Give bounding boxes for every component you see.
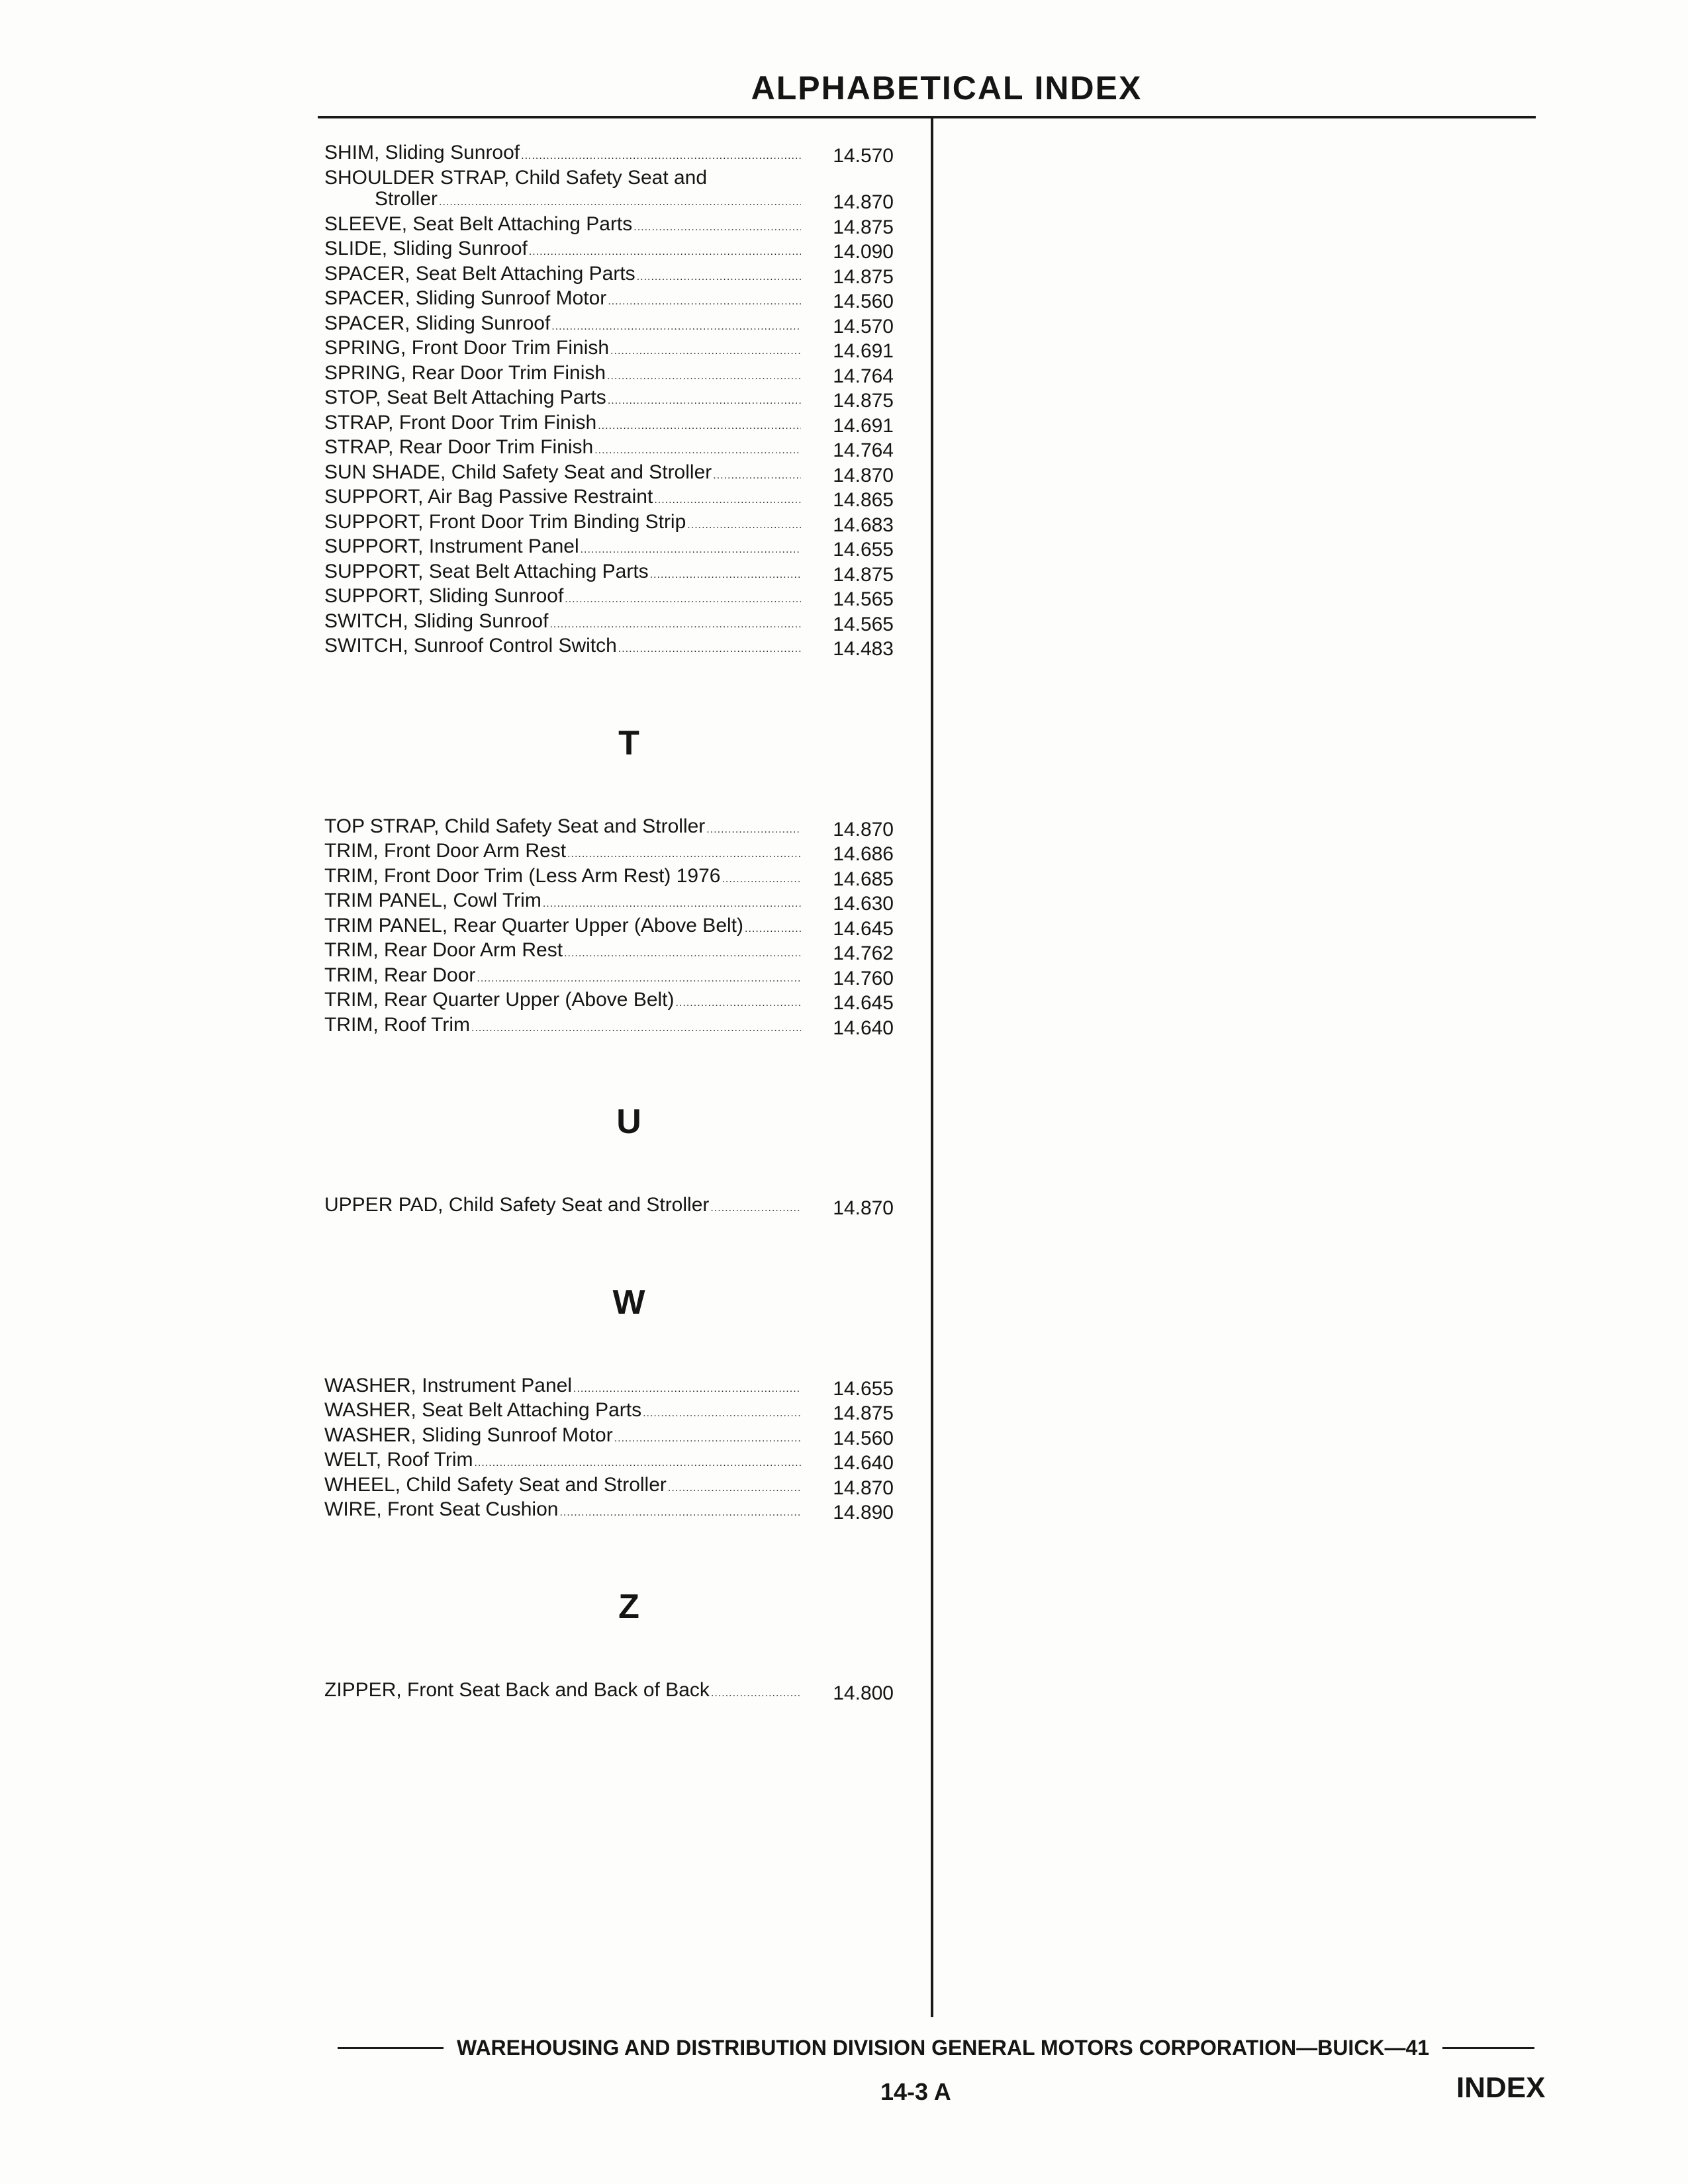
index-entry	[324, 238, 933, 263]
entry-page-number: 14.683	[833, 514, 894, 536]
entry-text: WHEEL, Child Safety Seat and Stroller	[324, 1474, 667, 1496]
entry-page-number: 14.570	[833, 145, 894, 167]
entry-page-number: 14.570	[833, 315, 894, 338]
index-entry	[324, 989, 933, 1015]
entry-page-number: 14.875	[833, 216, 894, 238]
dot-leader	[563, 940, 801, 965]
entry-text: TOP STRAP, Child Safety Seat and Stroller	[324, 815, 706, 837]
index-entry	[324, 816, 933, 841]
dot-leader	[641, 1400, 801, 1425]
entry-page-number: 14.565	[833, 613, 894, 635]
entry-text: SWITCH, Sunroof Control Switch	[324, 635, 617, 657]
entry-text: SUPPORT, Sliding Sunroof	[324, 586, 564, 607]
section-letter: Z	[618, 1587, 639, 1626]
section-label: INDEX	[1456, 2071, 1546, 2104]
index-entry	[324, 841, 933, 866]
entry-text: SUPPORT, Seat Belt Attaching Parts	[324, 561, 649, 582]
entry-text: SPACER, Sliding Sunroof Motor	[324, 288, 607, 309]
section-letter: W	[612, 1283, 645, 1322]
entry-text: WASHER, Seat Belt Attaching Parts	[324, 1400, 642, 1421]
dot-leader	[606, 387, 801, 412]
entry-text: STOP, Seat Belt Attaching Parts	[324, 387, 606, 408]
entry-page-number: 14.691	[833, 340, 894, 362]
dot-leader	[593, 437, 801, 462]
index-entry	[324, 338, 933, 363]
footer-rule-right	[1442, 2047, 1534, 2049]
index-section	[324, 1587, 933, 1705]
entry-page-number: 14.870	[833, 191, 894, 213]
index-entry	[324, 1375, 933, 1400]
dot-leader	[675, 989, 801, 1015]
dot-leader	[548, 611, 801, 636]
dot-leader	[606, 363, 801, 388]
entry-page-number: 14.890	[833, 1502, 894, 1524]
entry-page-number: 14.655	[833, 1377, 894, 1400]
dot-leader	[712, 462, 801, 487]
entry-text: STRAP, Rear Door Trim Finish	[324, 437, 594, 458]
dot-leader	[720, 866, 801, 891]
index-entry	[324, 462, 933, 487]
dot-leader	[470, 1015, 801, 1040]
index-entry	[324, 1680, 933, 1705]
index-entry	[324, 1449, 933, 1475]
index-entry	[324, 437, 933, 462]
dot-leader	[558, 1499, 801, 1524]
entry-page-number: 14.875	[833, 1402, 894, 1424]
entry-page-number: 14.565	[833, 588, 894, 610]
entry-page-number: 14.764	[833, 439, 894, 461]
entry-page-number: 14.800	[833, 1682, 894, 1704]
index-entry	[324, 363, 933, 388]
index-section	[324, 723, 933, 1040]
dot-leader	[572, 1375, 801, 1400]
dot-leader	[653, 486, 801, 512]
index-entry	[324, 512, 933, 537]
footer-rule-left	[338, 2047, 444, 2049]
entry-text: TRIM PANEL, Rear Quarter Upper (Above Belt)	[324, 915, 743, 936]
dot-leader	[743, 915, 801, 940]
entry-text: SUPPORT, Air Bag Passive Restraint	[324, 486, 653, 508]
dot-leader	[710, 1680, 801, 1705]
footer-text: WAREHOUSING AND DISTRIBUTION DIVISION GENERAL MOTORS CORPORATION—BUICK—41	[457, 2036, 1430, 2060]
entry-page-number: 14.483	[833, 638, 894, 660]
dot-leader	[606, 288, 801, 313]
entry-text: SHIM, Sliding Sunroof	[324, 142, 520, 163]
dot-leader	[596, 412, 801, 437]
entry-page-number: 14.691	[833, 414, 894, 437]
index-entry	[324, 1195, 933, 1220]
entry-page-number: 14.640	[833, 1452, 894, 1474]
dot-leader	[709, 1195, 801, 1220]
entry-page-number: 14.630	[833, 893, 894, 915]
index-entry	[324, 263, 933, 289]
page-title: ALPHABETICAL INDEX	[751, 69, 1143, 107]
index-entry	[324, 586, 933, 611]
footer	[338, 2036, 1536, 2060]
section-letter: T	[618, 723, 639, 762]
dot-leader	[473, 1449, 801, 1475]
entry-page-number: 14.870	[833, 1477, 894, 1499]
dot-leader	[667, 1475, 801, 1500]
index-entry	[324, 635, 933, 660]
entry-text: WASHER, Sliding Sunroof Motor	[324, 1424, 613, 1446]
entry-text: WELT, Roof Trim	[324, 1449, 473, 1471]
entry-text: TRIM, Front Door Arm Rest	[324, 841, 567, 862]
entry-text: SPRING, Rear Door Trim Finish	[324, 362, 606, 384]
dot-leader	[566, 841, 801, 866]
index-entry	[324, 915, 933, 940]
entry-page-number: 14.865	[833, 489, 894, 511]
entry-text: SLEEVE, Seat Belt Attaching Parts	[324, 213, 633, 235]
index-entry	[324, 167, 933, 214]
entry-page-number: 14.875	[833, 265, 894, 288]
entry-text: SUN SHADE, Child Safety Seat and Stroller	[324, 461, 712, 483]
entry-text: SUPPORT, Front Door Trim Binding Strip	[324, 511, 686, 533]
index-entry	[324, 611, 933, 636]
entry-page-number: 14.870	[833, 464, 894, 486]
entry-text: SLIDE, Sliding Sunroof	[324, 238, 528, 259]
dot-leader	[617, 635, 801, 660]
entry-page-number: 14.875	[833, 563, 894, 586]
dot-leader	[635, 263, 801, 289]
entry-text: SWITCH, Sliding Sunroof	[324, 610, 549, 632]
entry-text: WIRE, Front Seat Cushion	[324, 1499, 559, 1520]
entry-text: Stroller	[375, 188, 438, 210]
entry-page-number: 14.875	[833, 390, 894, 412]
index-entry	[324, 288, 933, 313]
index-entry	[324, 1400, 933, 1425]
entry-page-number: 14.870	[833, 818, 894, 841]
entry-text: TRIM, Front Door Trim (Less Arm Rest) 1976	[324, 865, 721, 887]
entry-text: ZIPPER, Front Seat Back and Back of Back	[324, 1679, 710, 1701]
entry-page-number: 14.645	[833, 992, 894, 1014]
page-number: 14-3 A	[880, 2078, 951, 2105]
index-section	[324, 1283, 933, 1524]
dot-leader	[649, 561, 801, 586]
entry-text: SPRING, Front Door Trim Finish	[324, 338, 610, 359]
entry-text: SHOULDER STRAP, Child Safety Seat and	[324, 167, 708, 189]
index-entry	[324, 1425, 933, 1450]
entry-page-number: 14.645	[833, 917, 894, 940]
entry-text: TRIM, Rear Quarter Upper (Above Belt)	[324, 989, 675, 1011]
index-entry	[324, 1015, 933, 1040]
index-entry	[324, 940, 933, 965]
entry-text: TRIM, Roof Trim	[324, 1014, 471, 1036]
index-section	[324, 1102, 933, 1220]
entry-page-number: 14.870	[833, 1197, 894, 1219]
entry-page-number: 14.655	[833, 539, 894, 561]
entry-page-number: 14.760	[833, 967, 894, 989]
entry-page-number: 14.090	[833, 241, 894, 263]
entry-text: TRIM PANEL, Cowl Trim	[324, 890, 541, 911]
index-section	[324, 142, 933, 660]
section-letter: U	[616, 1103, 641, 1141]
title-rule	[318, 116, 1536, 118]
dot-leader	[632, 214, 801, 239]
dot-leader	[613, 1425, 801, 1450]
index-entry	[324, 486, 933, 512]
entry-page-number: 14.764	[833, 365, 894, 387]
dot-leader	[705, 816, 801, 841]
entry-text: TRIM, Rear Door	[324, 964, 476, 986]
index-entry	[324, 866, 933, 891]
entry-text: STRAP, Front Door Trim Finish	[324, 412, 597, 433]
dot-leader	[686, 512, 801, 537]
index-entry	[324, 561, 933, 586]
entry-page-number: 14.762	[833, 942, 894, 964]
entry-page-number: 14.640	[833, 1017, 894, 1039]
entry-text: UPPER PAD, Child Safety Seat and Stroller	[324, 1195, 710, 1216]
dot-leader	[438, 189, 801, 214]
dot-leader	[475, 965, 801, 990]
entry-text: TRIM, Rear Door Arm Rest	[324, 940, 563, 961]
entry-page-number: 14.560	[833, 291, 894, 312]
dot-leader	[528, 238, 801, 263]
index-entry	[324, 412, 933, 437]
index-entry	[324, 142, 933, 167]
dot-leader	[520, 142, 801, 167]
index-entry	[324, 313, 933, 338]
index-entry	[324, 890, 933, 915]
dot-leader	[579, 536, 801, 561]
index-entry	[324, 965, 933, 990]
index-entry	[324, 1499, 933, 1524]
entry-page-number: 14.560	[833, 1427, 894, 1449]
entry-page-number: 14.685	[833, 868, 894, 890]
index-entry	[324, 1475, 933, 1500]
entry-text: SUPPORT, Instrument Panel	[324, 536, 579, 557]
entry-page-number: 14.686	[833, 843, 894, 865]
entry-text: SPACER, Seat Belt Attaching Parts	[324, 263, 635, 285]
dot-leader	[563, 586, 801, 611]
dot-leader	[609, 338, 801, 363]
index-entry	[324, 214, 933, 239]
entry-text: WASHER, Instrument Panel	[324, 1375, 573, 1396]
index-entry	[324, 536, 933, 561]
entry-text: SPACER, Sliding Sunroof	[324, 312, 551, 334]
index-sections	[324, 142, 933, 1704]
dot-leader	[541, 890, 801, 915]
index-entry	[324, 387, 933, 412]
dot-leader	[550, 313, 801, 338]
